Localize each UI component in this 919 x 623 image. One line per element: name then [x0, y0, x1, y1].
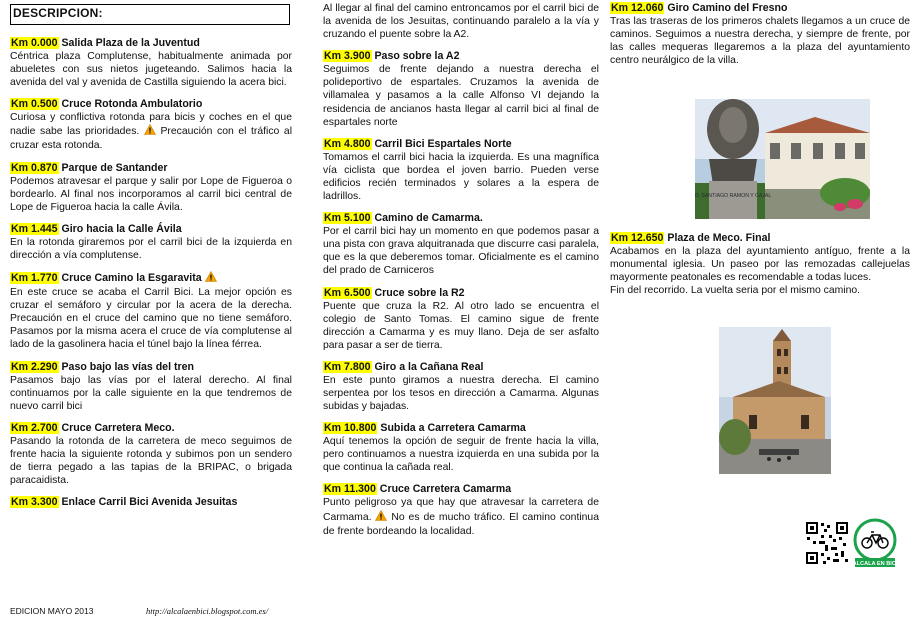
km-marker: Km 7.800 [324, 360, 371, 373]
entry-heading [323, 138, 599, 151]
route-entry [323, 483, 599, 537]
entry-title: Cruce Rotonda Ambulatorio [61, 98, 203, 111]
bust-plaque-text: D. SANTIAGO RAMON Y CAJAL [695, 193, 772, 199]
route-entry [323, 361, 599, 413]
intro-text: Al llegar al final del camino entroncamos por el carril bici de la avenida de los Jesuitas, continuando paralelo a la vía y cruzando el puente sobre la A2. [323, 3, 599, 41]
entry-title: Cruce Carretera Camarma [379, 483, 512, 496]
entry-title: Paso sobre la A2 [374, 50, 460, 63]
km-marker: Km 3.900 [324, 50, 371, 63]
entry-text: Acabamos en la plaza del ayuntamiento antíguo, frente a la monumental iglesia. Un paseo por las remozadas callejuelas mayormente peatonales es recomendable a todas luces. [610, 246, 910, 284]
entry-title: Cruce sobre la R2 [374, 286, 465, 299]
entry-text-final: Fin del recorrido. La vuelta seria por el mismo camino. [610, 285, 861, 297]
km-marker: Km 1.770 [11, 272, 58, 285]
entry-title: Enlace Carril Bici Avenida Jesuitas [61, 496, 238, 509]
entry-text: Podemos atravesar el parque y salir por Lope de Figueroa o bordearlo. Al final nos incorporamos al carril bici central de Lope de Figueroa hacia la calle Ávila. [10, 175, 292, 213]
entry-text-continued: No es de mucho tráfico. El camino continua de frente bordeando la localidad. [323, 511, 599, 537]
km-marker: Km 6.500 [324, 286, 371, 299]
entry-text-wrap [323, 496, 599, 537]
church-photo [719, 327, 831, 474]
route-entry [10, 37, 292, 89]
route-entry [10, 422, 292, 487]
route-entry [10, 223, 292, 262]
km-marker: Km 2.700 [11, 421, 58, 434]
entry-title: Plaza de Meco. Final [667, 232, 771, 244]
logo-text: ALCALA EN BICI [853, 561, 897, 567]
entry-text: Seguimos de frente dejando a nuestra derecha el polideportivo de espartales. Cruzamos la avenida de villamalea y pasamos a la calle Alfonso VI dejando la residencia de ancianos hasta llegar al carril bici al final de espartales norte [323, 64, 599, 128]
entry-title: Cruce Carretera Meco. [61, 421, 175, 434]
entry-text-wrap [10, 111, 292, 152]
entry-heading [10, 422, 292, 435]
entry-heading [323, 361, 599, 374]
warning-icon [375, 510, 387, 525]
column-3 [610, 2, 910, 76]
km-marker: Km 5.100 [324, 212, 371, 225]
km-marker: Km 12.650 [611, 232, 664, 244]
entry-title: Subida a Carretera Camarma [380, 422, 526, 435]
column-2 [323, 2, 599, 547]
entry-heading [610, 232, 910, 245]
entry-text: Pasando la rotonda de la carretera de meco seguimos de frente hacia la siguiente rotonda y subimos pon un sendero de tierra pegado a las tapias de la BRIPAC, o brigada paracaidista. [10, 435, 292, 487]
description-header: DESCRIPCION: [10, 4, 290, 25]
entry-heading [610, 2, 910, 15]
entry-heading [10, 271, 292, 286]
entry-text: En este punto giramos a nuestra derecha. El camino serpentea por los tesos en dirección a Camarma. Algunas subidas y bajadas. [323, 374, 599, 413]
qr-code [805, 521, 849, 565]
entry-text: Pasamos bajo las vías por el lateral derecho. Al final continuamos por la calle siguiente en la que tendremos de nuevo carril bici [10, 374, 292, 412]
entry-text: En este cruce se acaba el Carril Bici. La mejor opción es cruzar el semáforo y circular por la acera de la derecha. Precaución en el cruce del camino que no tiene semáforo. Pasamos por la misma acera el cruce de vía complutense al lado de la gasolinera hacia el túnel bajo la línea férrea. [10, 287, 292, 351]
entry-heading [323, 422, 599, 435]
route-entry [323, 212, 599, 277]
entry-title: Giro hacia la Calle Ávila [61, 222, 182, 235]
entry-heading [10, 162, 292, 175]
entry-heading [10, 98, 292, 111]
entry-heading [10, 223, 292, 236]
km-marker: Km 11.300 [324, 483, 376, 496]
km-marker: Km 1.445 [11, 222, 58, 235]
warning-icon [205, 271, 217, 286]
entry-text: Curiosa y conflictiva rotonda para bicis y coches en el que nadie sabe las prioridades. [10, 112, 292, 138]
route-entry [610, 2, 910, 67]
entry-heading [323, 287, 599, 300]
entry-heading [10, 37, 292, 50]
entry-title: Carril Bici Espartales Norte [374, 137, 512, 150]
km-marker: Km 0.500 [11, 98, 58, 111]
entry-title: Camino de Camarma. [374, 212, 483, 225]
km-marker: Km 4.800 [324, 137, 371, 150]
km-marker: Km 0.000 [11, 37, 58, 49]
route-entry [610, 232, 910, 297]
route-entry [323, 50, 599, 128]
entry-heading [10, 496, 292, 509]
route-entry [323, 422, 599, 474]
column-1 [10, 4, 292, 518]
bust-photo [695, 99, 870, 219]
route-entry [10, 496, 292, 509]
route-entry [10, 361, 292, 413]
column-3-lower [610, 232, 910, 306]
km-marker: Km 3.300 [11, 496, 58, 509]
route-entry [10, 271, 292, 351]
blog-url[interactable]: http://alcalaenbici.blogspot.com.es/ [146, 606, 269, 616]
entry-heading [323, 483, 599, 496]
entry-text: Aquí tenemos la opción de seguir de frente hacia la villa, pero continuamos a nuestra izquierda en una subida por la que continua la cañada real. [323, 436, 599, 474]
edition-label: EDICION MAYO 2013 [10, 606, 94, 616]
entry-title: Salida Plaza de la Juventud [61, 37, 200, 49]
entry-text: Puente que cruza la R2. Al otro lado se encuentra el colegio de Santo Tomas. El camino sigue de frente dirección a Camarma y es muy llano. Deja de ser asfalto para pasar a ser de tierra. [323, 300, 599, 351]
entry-heading [323, 212, 599, 225]
entry-heading [10, 361, 292, 374]
route-entry [10, 162, 292, 214]
route-entry [323, 287, 599, 352]
route-entry [10, 98, 292, 152]
entry-text: En la rotonda giraremos por el carril bici de la izquierda en dirección a vía complutense. [10, 236, 292, 261]
entry-heading [323, 50, 599, 63]
km-marker: Km 10.800 [324, 422, 377, 435]
route-entry [323, 138, 599, 203]
entry-title: Giro Camino del Fresno [667, 2, 788, 14]
entry-text: Por el carril bici hay un momento en que podemos pasar a una pista con grava alquitranada que discurre casi paralela, que es la que deberemos tomar. Oficialmente es el camino del prado de Carniceros [323, 226, 599, 277]
warning-icon [144, 124, 156, 139]
entry-text: Punto peligroso ya que hay que atravesar la carretera de Carmama. [323, 497, 599, 523]
entry-title: Paso bajo las vías del tren [61, 360, 194, 373]
entry-text-continued: Precaución con el tráfico al cruzar esta rotonda. [10, 126, 293, 152]
km-marker: Km 0.870 [11, 161, 58, 174]
entry-title: Cruce Camino la Esgaravita [61, 272, 202, 285]
entry-title: Giro a la Cañana Real [374, 360, 484, 373]
entry-title: Parque de Santander [61, 161, 168, 174]
entry-text: Céntrica plaza Complutense, habitualmente animada por abueletes con sus nietos jugeteando. Salimos hacia la avenida del val y avenida de Castilla siguiendo la acera bici. [10, 51, 292, 89]
alcala-en-bici-logo [853, 518, 897, 568]
km-marker: Km 2.290 [11, 360, 58, 373]
entry-text: Tomamos el carril bici hacia la izquierda. Es una magnífica vía ciclista que bordea el joven barrio. Pueden verse edificios recién terminados y solares a la espera de ladrillos. [323, 151, 599, 203]
entry-text: Tras las traseras de los primeros chalets llegamos a un cruce de caminos. Seguimos a nuestra derecha, y siempre de frente, por las calles mequeras llegaremos a la plaza del ayuntamiento centro neurálgico de la villa. [610, 16, 910, 67]
km-marker: Km 12.060 [611, 2, 664, 14]
